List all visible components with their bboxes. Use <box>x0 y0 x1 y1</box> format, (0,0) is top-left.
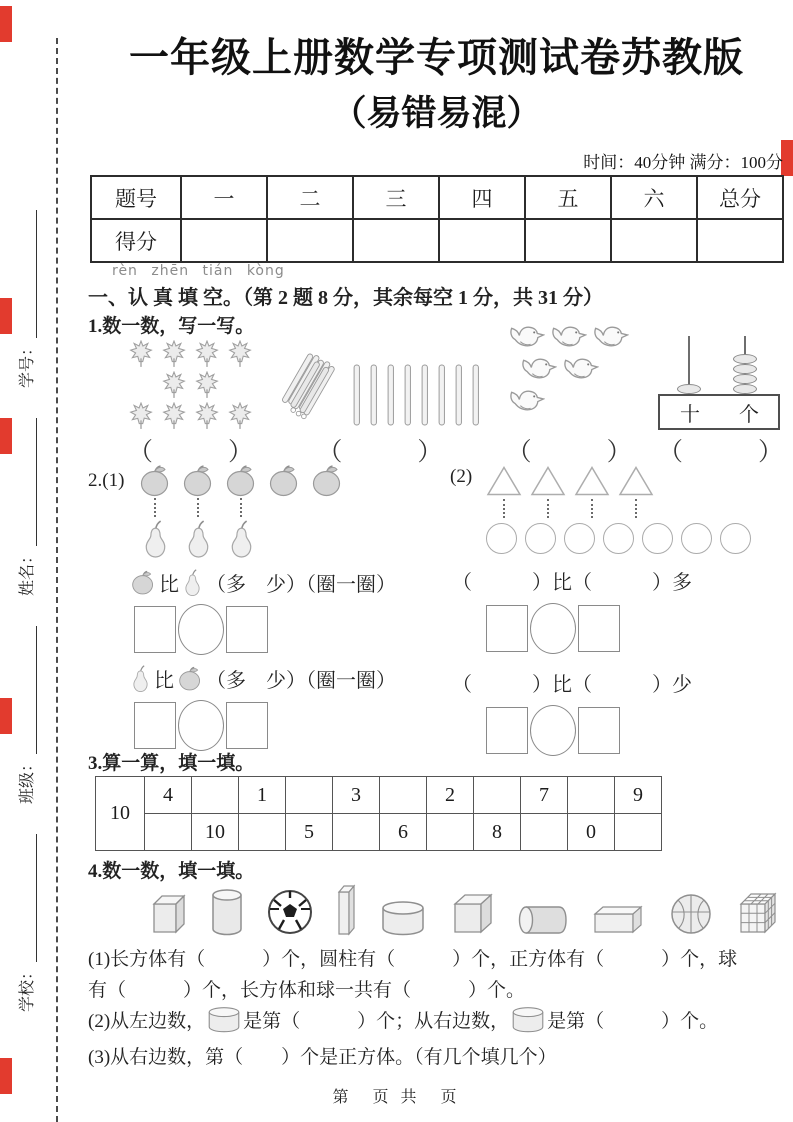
score-label-cell: 得分 <box>91 219 181 262</box>
abacus-bead <box>733 364 757 374</box>
q1-figures <box>128 336 783 468</box>
tall-cuboid-icon <box>336 884 358 936</box>
q1-group-birds <box>507 336 632 468</box>
pear-icon <box>130 665 151 693</box>
frame-circle <box>178 700 224 751</box>
maple-leaf-icon <box>161 340 187 368</box>
q3-top-cell: 4 <box>145 777 192 814</box>
field-line <box>22 834 37 962</box>
frame-square <box>486 605 528 652</box>
maple-leaf-icon <box>194 371 220 399</box>
q1-group-abacus <box>658 336 783 468</box>
stick-bundle-icon <box>279 348 343 426</box>
frame-square <box>226 702 268 749</box>
q3-top-cell <box>380 777 427 814</box>
score-empty-cell <box>525 219 611 262</box>
abacus-tens-label: 十 <box>679 403 700 426</box>
score-header-cell: 题号 <box>91 176 181 219</box>
abacus-bead <box>733 384 757 394</box>
score-empty-cell <box>353 219 439 262</box>
q3-bottom-cell: 5 <box>286 814 333 851</box>
q3-bottom-cell <box>239 814 286 851</box>
q3-top-cell: 3 <box>333 777 380 814</box>
circle-icon <box>642 523 673 554</box>
q3-bottom-cell <box>145 814 192 851</box>
abacus <box>658 336 782 430</box>
circle-icon <box>486 523 517 554</box>
short-cylinder-icon <box>511 1006 545 1033</box>
triangle-icon <box>618 464 654 497</box>
section-pinyin: rèn zhēn tián kòng <box>112 263 285 279</box>
q1-label: 1.数一数，写一写。 <box>88 316 255 337</box>
stick-icon <box>472 364 480 426</box>
score-empty-cell <box>439 219 525 262</box>
answer-blank: （ ） <box>317 439 443 466</box>
stick-icon <box>421 364 429 426</box>
number-frame <box>134 604 440 655</box>
bird-icon <box>592 321 629 350</box>
leaves-art <box>128 340 253 430</box>
q3-bottom-cell <box>427 814 474 851</box>
pear-icon <box>141 520 170 559</box>
compare-line-less: （ ）比（ ）少 <box>452 674 692 696</box>
frame-circle <box>530 603 576 654</box>
abacus-base <box>658 394 780 430</box>
frame-square <box>134 702 176 749</box>
registration-mark <box>0 298 12 334</box>
q3-top-cell <box>286 777 333 814</box>
score-empty-cell <box>181 219 267 262</box>
q4-line3: (3)从右边数，第（ ）个是正方体。（有几个填几个） <box>88 1047 557 1068</box>
field-line <box>22 418 37 546</box>
cube-icon <box>449 890 495 936</box>
field-label: 班级： <box>19 755 36 804</box>
field-label: 姓名： <box>19 547 36 596</box>
field-line <box>22 626 37 754</box>
q4-shape-row <box>148 884 781 936</box>
score-header-cell: 三 <box>353 176 439 219</box>
q3-bottom-cell: 0 <box>568 814 615 851</box>
basketball-icon <box>669 892 713 936</box>
q4-line1b: 有（ ）个，长方体和球一共有（ ）个。 <box>88 980 526 1001</box>
stick-icon <box>387 364 395 426</box>
compare-bi: 比 <box>154 670 174 692</box>
q3-base-cell: 10 <box>96 777 145 851</box>
q4-line2 <box>88 1006 787 1033</box>
q2-part1 <box>88 464 440 751</box>
answer-blank: （ ） <box>506 439 632 466</box>
q2-block <box>88 464 787 754</box>
apple-icon <box>177 666 203 691</box>
score-value-row <box>91 219 783 262</box>
sidebar-field-student-number <box>14 210 37 388</box>
apple-icon <box>310 464 344 497</box>
maple-leaf-icon <box>161 371 187 399</box>
student-info-sidebar <box>14 62 37 1012</box>
rubiks-cube-icon <box>735 886 781 936</box>
sidebar-field-name <box>14 418 37 596</box>
q3-bottom-row <box>96 814 662 851</box>
circle-icon <box>525 523 556 554</box>
q4-line2a: (2)从左边数， <box>88 1011 206 1032</box>
compare-line-apple-pear <box>130 568 440 597</box>
q3-top-cell: 2 <box>427 777 474 814</box>
stick-icon <box>404 364 412 426</box>
score-empty-cell <box>267 219 353 262</box>
apple-icon <box>224 464 258 497</box>
field-line <box>22 210 37 338</box>
abacus-bead <box>677 384 701 394</box>
match-dots <box>618 499 654 519</box>
circle-icon <box>603 523 634 554</box>
maple-leaf-icon <box>128 402 154 430</box>
binding-dashed-line <box>56 38 58 1122</box>
match-dots <box>138 498 172 518</box>
q3-bottom-cell <box>615 814 662 851</box>
answer-blank: （ ） <box>657 439 783 466</box>
q3-bottom-cell: 10 <box>192 814 239 851</box>
q3-bottom-cell: 8 <box>474 814 521 851</box>
bird-icon <box>550 321 587 350</box>
pear-icon <box>227 520 256 559</box>
abacus-bead <box>733 354 757 364</box>
frame-square <box>226 606 268 653</box>
lying-cylinder-icon <box>517 904 569 936</box>
q3-bottom-cell <box>521 814 568 851</box>
match-dots <box>574 499 610 519</box>
score-header-cell: 总分 <box>697 176 783 219</box>
pear-icon <box>182 569 203 597</box>
q1-group-leaves <box>128 336 253 468</box>
triangle-icon <box>530 464 566 497</box>
pear-icon <box>184 520 213 559</box>
pear-cell <box>224 520 258 559</box>
sidebar-field-school <box>14 834 37 1012</box>
stick-icon <box>438 364 446 426</box>
registration-mark <box>0 6 12 42</box>
compare-suffix: （多 少）（圈一圈） <box>206 670 396 692</box>
q3-top-row <box>96 777 662 814</box>
compare-line-pear-apple <box>130 664 440 693</box>
soccer-ball-icon <box>266 888 314 936</box>
score-header-cell: 五 <box>525 176 611 219</box>
maple-leaf-icon <box>128 340 154 368</box>
q4-line2c: 是第（ ）个。 <box>547 1011 719 1032</box>
maple-leaf-icon <box>227 340 253 368</box>
q3-top-cell: 7 <box>521 777 568 814</box>
score-table <box>90 175 784 263</box>
field-label: 学号： <box>19 339 36 388</box>
page-title: 一年级上册数学专项测试卷苏教版 <box>129 36 744 80</box>
circle-icon <box>564 523 595 554</box>
frame-circle <box>530 705 576 756</box>
score-header-cell: 六 <box>611 176 697 219</box>
bird-icon <box>508 321 545 350</box>
abacus-ones-label: 个 <box>738 403 759 426</box>
score-header-row <box>91 176 783 219</box>
registration-mark <box>0 698 12 734</box>
q3-bottom-cell <box>333 814 380 851</box>
cuboid-icon <box>148 892 188 936</box>
abacus-bead <box>733 374 757 384</box>
q3-bottom-cell: 6 <box>380 814 427 851</box>
maple-leaf-icon <box>194 402 220 430</box>
apple-icon <box>130 570 156 595</box>
apple-icon <box>181 464 215 497</box>
triangle-icon <box>574 464 610 497</box>
number-frame <box>486 603 785 654</box>
circle-icon <box>681 523 712 554</box>
page-footer: 第 页 共 页 <box>332 1089 461 1106</box>
q3-top-cell <box>192 777 239 814</box>
q4-line1a: (1)长方体有（ ）个，圆柱有（ ）个，正方体有（ ）个，球 <box>88 949 738 970</box>
frame-square <box>578 707 620 754</box>
match-dots <box>530 499 566 519</box>
circle-icon <box>720 523 751 554</box>
q4-label: 4.数一数，填一填。 <box>88 861 255 882</box>
pear-cell <box>181 520 215 559</box>
answer-blank: （ ） <box>128 439 254 466</box>
score-header-cell: 二 <box>267 176 353 219</box>
compare-line-more: （ ）比（ ）多 <box>452 572 692 594</box>
number-frame <box>134 700 440 751</box>
q3-top-cell <box>568 777 615 814</box>
stick-icon <box>370 364 378 426</box>
frame-square <box>134 606 176 653</box>
maple-leaf-icon <box>161 402 187 430</box>
apple-icon <box>267 464 301 497</box>
short-cylinder-icon <box>207 1006 241 1033</box>
score-empty-cell <box>611 219 697 262</box>
q1-group-sticks <box>279 336 480 468</box>
sidebar-field-class <box>14 626 37 804</box>
stick-icon <box>455 364 463 426</box>
triangle-icon <box>486 464 522 497</box>
match-dots <box>486 499 522 519</box>
q3-table <box>95 776 662 851</box>
score-header-cell: 四 <box>439 176 525 219</box>
apple-icon <box>138 464 172 497</box>
exam-meta: 时间：40分钟 满分：100分 <box>583 153 783 172</box>
long-cuboid-icon <box>591 904 647 936</box>
q3-top-cell: 9 <box>615 777 662 814</box>
frame-square <box>578 605 620 652</box>
short-cylinder-icon <box>380 900 426 936</box>
pear-cell <box>138 520 172 559</box>
match-dots <box>181 498 215 518</box>
compare-suffix: （多 少）（圈一圈） <box>206 574 396 596</box>
section-one-heading: 一、认 真 填 空。（第 2 题 8 分，其余每空 1 分，共 31 分） <box>88 287 603 309</box>
q2-part2-label: (2) <box>450 466 473 487</box>
sticks-art <box>279 348 480 430</box>
page-subtitle: （易错易混） <box>331 94 542 133</box>
number-frame <box>486 705 785 756</box>
compare-bi: 比 <box>159 574 179 596</box>
q2-part2 <box>450 464 785 756</box>
q3-top-cell: 1 <box>239 777 286 814</box>
match-dots <box>224 498 258 518</box>
registration-mark <box>0 418 12 454</box>
field-label: 学校： <box>19 963 36 1012</box>
stick-icon <box>353 364 361 426</box>
frame-circle <box>178 604 224 655</box>
maple-leaf-icon <box>227 402 253 430</box>
bird-icon <box>520 353 557 382</box>
frame-square <box>486 707 528 754</box>
q3-top-cell <box>474 777 521 814</box>
q2-part1-label: 2.(1) <box>88 470 125 491</box>
cylinder-icon <box>210 888 244 936</box>
q4-line2b: 是第（ ）个；从右边数， <box>243 1011 510 1032</box>
bird-icon <box>508 385 545 414</box>
score-empty-cell <box>697 219 783 262</box>
maple-leaf-icon <box>194 340 220 368</box>
bird-icon <box>562 353 599 382</box>
q3-label: 3.算一算，填一填。 <box>88 753 255 774</box>
score-header-cell: 一 <box>181 176 267 219</box>
